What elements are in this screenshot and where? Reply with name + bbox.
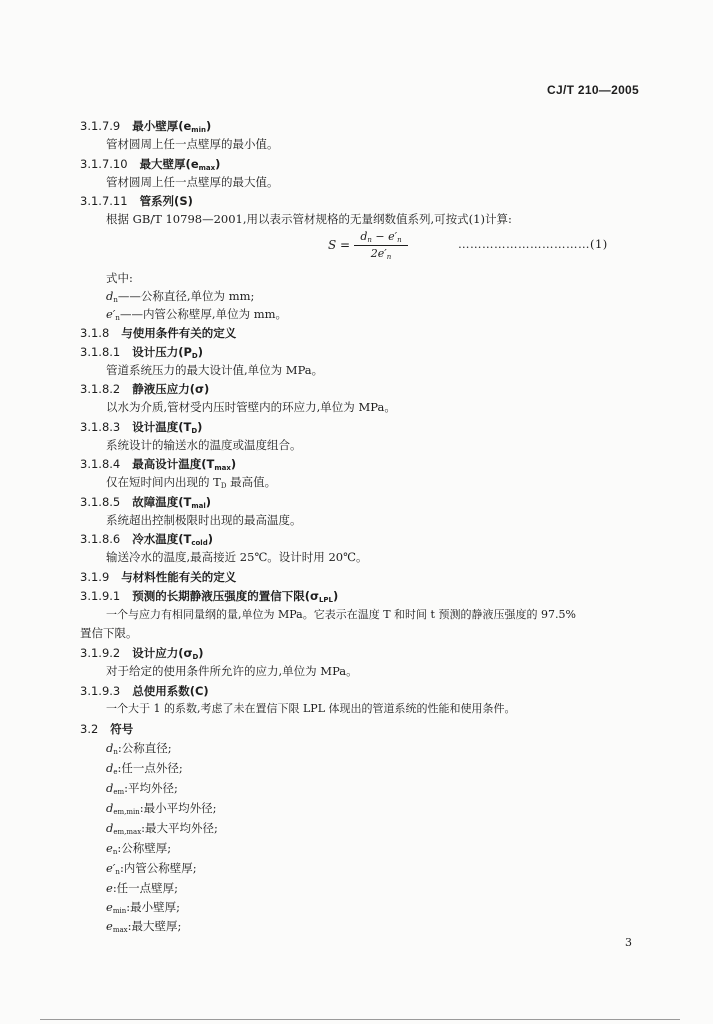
list-item: $e_n$:公称壁厚; <box>106 841 172 856</box>
subscript: min <box>191 126 206 134</box>
section-heading <box>80 456 236 476</box>
section-number: 3.1.9.1 <box>80 589 121 603</box>
list-item: $e_{max}$:最大壁厚; <box>106 919 182 934</box>
section-heading <box>80 645 204 665</box>
section-heading <box>80 494 211 514</box>
list-item: $d_{em,min}$:最小平均外径; <box>106 801 217 816</box>
section-heading <box>80 325 236 341</box>
section-number: 3.1.8.5 <box>80 495 121 509</box>
title-tail: ) <box>198 646 204 660</box>
paragraph: 根据 GB/T 10798—2001,用以表示管材规格的无量纲数值系列,可按式(1)计算: <box>106 212 512 226</box>
paragraph: 一个与应力有相同量纲的量,单位为 MPa。它表示在温度 T 和时间 t 预测的静液压强度的 97.5% <box>106 608 576 621</box>
title-tail: ) <box>197 345 203 359</box>
section-title: 总使用系数(C) <box>132 684 209 698</box>
section-number: 3.1.8 <box>80 326 110 340</box>
section-number: 3.1.7.9 <box>80 119 121 133</box>
section-title: 最大壁厚(e <box>139 157 199 171</box>
title-tail: ) <box>333 589 339 603</box>
paragraph: 系统设计的输送水的温度或温度组合。 <box>106 438 302 452</box>
scan-edge-rule <box>40 1019 680 1020</box>
section-title: 预测的长期静液压强度的置信下限(σ <box>132 589 319 603</box>
paragraph: 对于给定的使用条件所允许的应力,单位为 MPa。 <box>106 664 358 678</box>
section-heading <box>80 721 133 737</box>
section-title: 符号 <box>110 722 134 736</box>
page-header-standard-code: CJ/T 210—2005 <box>547 83 639 97</box>
paragraph: 输送冷水的温度,最高接近 25℃。设计时用 20℃。 <box>106 550 368 564</box>
subscript: max <box>214 464 231 472</box>
section-heading <box>80 683 209 699</box>
paragraph-continuation: 置信下限。 <box>80 626 138 640</box>
paragraph: 管材圆周上任一点壁厚的最大值。 <box>106 175 279 189</box>
section-title: 最小壁厚(e <box>132 119 192 133</box>
section-number: 3.1.9.3 <box>80 684 121 698</box>
section-title: 故障温度(T <box>132 495 192 509</box>
section-heading <box>80 569 236 585</box>
title-tail: ) <box>215 157 221 171</box>
section-heading <box>80 588 338 608</box>
formula-fraction <box>354 230 408 261</box>
list-item: $d_e$:任一点外径; <box>106 761 183 776</box>
title-tail: ) <box>197 420 203 434</box>
paragraph: 一个大于 1 的系数,考虑了未在置信下限 LPL 体现出的管道系统的性能和使用条件。 <box>106 702 516 715</box>
formula-denominator: $2e'_n$ <box>370 247 392 261</box>
section-heading <box>80 531 213 551</box>
list-item: $d_{em}$:平均外径; <box>106 781 178 796</box>
subscript: mal <box>191 502 206 510</box>
title-tail: ) <box>205 119 212 133</box>
section-title: 与材料性能有关的定义 <box>121 570 237 584</box>
formula-numerator: $d_n - e'_n$ <box>360 230 402 244</box>
paragraph: 系统超出控制极限时出现的最高温度。 <box>106 513 302 527</box>
list-item: $d_{em,max}$:最大平均外径; <box>106 821 218 836</box>
subscript: D <box>191 427 198 435</box>
paragraph: 以水为介质,管材受内压时管壁内的环应力,单位为 MPa。 <box>106 400 396 414</box>
section-title: 设计压力(P <box>132 345 192 359</box>
title-tail: ) <box>230 457 237 471</box>
paragraph: 管道系统压力的最大设计值,单位为 MPa。 <box>106 363 324 377</box>
subscript: D <box>192 653 199 661</box>
section-title: 设计应力(σ <box>132 646 193 660</box>
list-item: $e_{min}$:最小壁厚; <box>106 900 180 915</box>
section-number: 3.1.8.2 <box>80 382 121 396</box>
page-number: 3 <box>625 936 632 949</box>
definition-item: $e'_n——$内管公称壁厚,单位为 mm。 <box>106 307 288 322</box>
section-title: 静液压应力(σ) <box>132 382 210 396</box>
paragraph: 管材圆周上任一点壁厚的最小值。 <box>106 137 279 151</box>
section-number: 3.1.9.2 <box>80 646 121 660</box>
section-title: 设计温度(T <box>132 420 192 434</box>
section-number: 3.1.8.6 <box>80 532 121 546</box>
section-heading <box>80 381 209 397</box>
section-heading <box>80 118 211 138</box>
paragraph: 仅在短时间内出现的 $T_D$ 最高值。 <box>106 475 277 490</box>
section-heading <box>80 344 203 364</box>
section-title: 与使用条件有关的定义 <box>121 326 237 340</box>
section-number: 3.2 <box>80 722 99 736</box>
list-item: $e'_n$:内管公称壁厚; <box>106 861 197 876</box>
section-heading <box>80 156 220 176</box>
definition-item: $d_n——$公称直径,单位为 mm; <box>106 289 255 304</box>
section-number: 3.1.9 <box>80 570 110 584</box>
list-item: e:任一点壁厚; <box>106 881 179 895</box>
subscript: max <box>198 164 216 172</box>
section-number: 3.1.8.1 <box>80 345 121 359</box>
subscript: LPL <box>318 596 334 604</box>
formula-lhs: S = <box>328 238 351 252</box>
title-tail: ) <box>205 495 212 509</box>
section-title: 管系列(S) <box>139 194 193 208</box>
list-item: $d_n$:公称直径; <box>106 741 172 756</box>
section-number: 3.1.7.10 <box>80 157 128 171</box>
section-title: 冷水温度(T <box>132 532 192 546</box>
fraction-bar <box>354 245 408 246</box>
subscript: D <box>191 352 198 360</box>
title-tail: ) <box>207 532 213 546</box>
section-number: 3.1.7.11 <box>80 194 128 208</box>
section-number: 3.1.8.4 <box>80 457 121 471</box>
equation-number: ……………………………(1) <box>458 237 608 251</box>
paragraph: 式中: <box>106 271 133 285</box>
section-heading <box>80 193 193 209</box>
section-heading <box>80 419 202 439</box>
section-number: 3.1.8.3 <box>80 420 121 434</box>
section-title: 最高设计温度(T <box>132 457 215 471</box>
subscript: cold <box>191 539 208 547</box>
